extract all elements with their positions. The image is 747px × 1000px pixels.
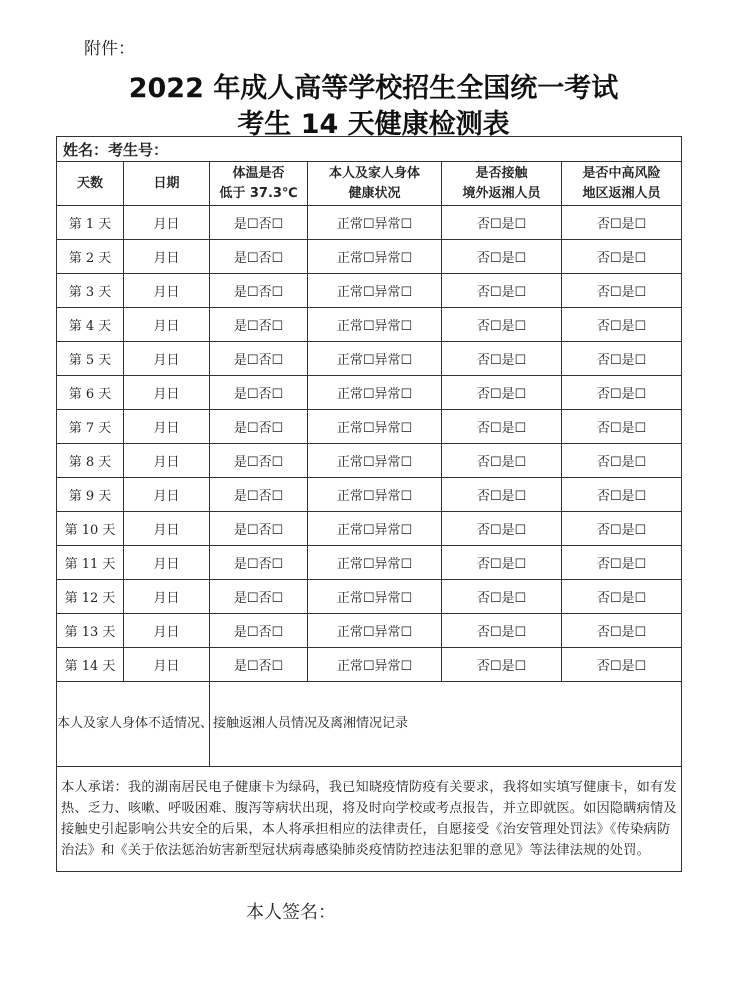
signature-label: 本人签名： — [246, 902, 336, 923]
column-header-risk-line2: 地区返湘人员 — [582, 185, 661, 201]
abroad-contact-check[interactable]: 否☐是☐ — [442, 376, 562, 410]
temperature-check[interactable]: 是☐否☐ — [210, 512, 308, 546]
risk-area-check[interactable]: 否☐是☐ — [562, 648, 682, 682]
risk-area-check[interactable]: 否☐是☐ — [562, 206, 682, 240]
risk-area-check[interactable]: 否☐是☐ — [562, 274, 682, 308]
health-status-check[interactable]: 正常☐异常☐ — [308, 308, 442, 342]
health-status-check[interactable]: 正常☐异常☐ — [308, 376, 442, 410]
remark-label: 本人及家人身体不适情况、接触返湘人员情况及离湘情况记录 — [57, 682, 210, 767]
table-row — [57, 410, 682, 444]
health-status-check[interactable]: 正常☐异常☐ — [308, 614, 442, 648]
temperature-check[interactable]: 是☐否☐ — [210, 376, 308, 410]
abroad-contact-check[interactable]: 否☐是☐ — [442, 478, 562, 512]
temperature-check[interactable]: 是☐否☐ — [210, 580, 308, 614]
date-label[interactable]: 月日 — [124, 308, 210, 342]
date-label[interactable]: 月日 — [124, 648, 210, 682]
remark-row — [57, 682, 682, 767]
table-row — [57, 206, 682, 240]
risk-area-check[interactable]: 否☐是☐ — [562, 308, 682, 342]
date-label[interactable]: 月日 — [124, 342, 210, 376]
abroad-contact-check[interactable]: 否☐是☐ — [442, 648, 562, 682]
document-title: 2022 年成人高等学校招生全国统一考试 — [128, 73, 619, 104]
date-label[interactable]: 月日 — [124, 240, 210, 274]
day-label: 第 11 天 — [57, 546, 124, 580]
health-status-check[interactable]: 正常☐异常☐ — [308, 580, 442, 614]
temperature-check[interactable]: 是☐否☐ — [210, 614, 308, 648]
date-label[interactable]: 月日 — [124, 478, 210, 512]
column-header-health-line1: 本人及家人身体 — [328, 165, 420, 181]
table-body — [57, 137, 682, 872]
column-header-temperature-line1: 体温是否 — [232, 165, 285, 181]
temperature-check[interactable]: 是☐否☐ — [210, 478, 308, 512]
date-label[interactable]: 月日 — [124, 580, 210, 614]
column-header-date: 日期 — [124, 162, 210, 206]
column-header-days: 天数 — [57, 162, 124, 206]
table-row — [57, 648, 682, 682]
temperature-check[interactable]: 是☐否☐ — [210, 444, 308, 478]
day-label: 第 5 天 — [57, 342, 124, 376]
pledge-text: 本人承诺：我的湖南居民电子健康卡为绿码，我已知晓疫情防疫有关要求，我将如实填写健康卡，如有发热、乏力、咳嗽、呼吸困难、腹泻等病状出现，将及时向学校或考点报告，并立即就医。如因隐瞒病情及接触史引起影响公共安全的后果，本人将承担相应的法律责任，自愿接受《治安管理处罚法》《传染病防治法》和《关于依法惩治妨害新型冠状病毒感染肺炎疫情防控违法犯罪的意见》等法律法规的处罚。 — [57, 767, 682, 872]
health-status-check[interactable]: 正常☐异常☐ — [308, 478, 442, 512]
column-header-risk-area — [562, 162, 682, 206]
abroad-contact-check[interactable]: 否☐是☐ — [442, 546, 562, 580]
risk-area-check[interactable]: 否☐是☐ — [562, 512, 682, 546]
day-label: 第 12 天 — [57, 580, 124, 614]
temperature-check[interactable]: 是☐否☐ — [210, 342, 308, 376]
header-row — [57, 162, 682, 206]
temperature-check[interactable]: 是☐否☐ — [210, 546, 308, 580]
abroad-contact-check[interactable]: 否☐是☐ — [442, 240, 562, 274]
health-status-check[interactable]: 正常☐异常☐ — [308, 342, 442, 376]
risk-area-check[interactable]: 否☐是☐ — [562, 546, 682, 580]
abroad-contact-check[interactable]: 否☐是☐ — [442, 410, 562, 444]
risk-area-check[interactable]: 否☐是☐ — [562, 478, 682, 512]
attachment-label: 附件： — [84, 39, 135, 59]
table-row — [57, 376, 682, 410]
name-and-exam-number-field[interactable]: 姓名：考生号： — [57, 137, 682, 162]
health-status-check[interactable]: 正常☐异常☐ — [308, 410, 442, 444]
day-label: 第 3 天 — [57, 274, 124, 308]
day-label: 第 1 天 — [57, 206, 124, 240]
risk-area-check[interactable]: 否☐是☐ — [562, 580, 682, 614]
temperature-check[interactable]: 是☐否☐ — [210, 206, 308, 240]
table-row — [57, 546, 682, 580]
abroad-contact-check[interactable]: 否☐是☐ — [442, 342, 562, 376]
risk-area-check[interactable]: 否☐是☐ — [562, 444, 682, 478]
risk-area-check[interactable]: 否☐是☐ — [562, 342, 682, 376]
day-label: 第 14 天 — [57, 648, 124, 682]
column-header-health — [308, 162, 442, 206]
date-label[interactable]: 月日 — [124, 512, 210, 546]
health-status-check[interactable]: 正常☐异常☐ — [308, 274, 442, 308]
column-header-temperature — [210, 162, 308, 206]
health-monitoring-table — [56, 136, 682, 872]
table-row — [57, 444, 682, 478]
abroad-contact-check[interactable]: 否☐是☐ — [442, 308, 562, 342]
abroad-contact-check[interactable]: 否☐是☐ — [442, 614, 562, 648]
date-label[interactable]: 月日 — [124, 274, 210, 308]
table-row — [57, 308, 682, 342]
document-subtitle: 考生 14 天健康检测表 — [237, 109, 510, 140]
table-row — [57, 580, 682, 614]
health-status-check[interactable]: 正常☐异常☐ — [308, 444, 442, 478]
health-status-check[interactable]: 正常☐异常☐ — [308, 512, 442, 546]
health-status-check[interactable]: 正常☐异常☐ — [308, 546, 442, 580]
temperature-check[interactable]: 是☐否☐ — [210, 274, 308, 308]
risk-area-check[interactable]: 否☐是☐ — [562, 240, 682, 274]
temperature-check[interactable]: 是☐否☐ — [210, 308, 308, 342]
date-label[interactable]: 月日 — [124, 546, 210, 580]
column-header-abroad-contact — [442, 162, 562, 206]
day-label: 第 6 天 — [57, 376, 124, 410]
table-row — [57, 342, 682, 376]
day-label: 第 8 天 — [57, 444, 124, 478]
column-header-temperature-line2: 低于 37.3℃ — [219, 185, 298, 201]
health-status-check[interactable]: 正常☐异常☐ — [308, 648, 442, 682]
abroad-contact-check[interactable]: 否☐是☐ — [442, 444, 562, 478]
pledge-row — [57, 767, 682, 872]
day-label: 第 9 天 — [57, 478, 124, 512]
date-label[interactable]: 月日 — [124, 410, 210, 444]
day-label: 第 10 天 — [57, 512, 124, 546]
temperature-check[interactable]: 是☐否☐ — [210, 410, 308, 444]
column-header-abroad-line2: 境外返湘人员 — [462, 185, 541, 201]
day-label: 第 13 天 — [57, 614, 124, 648]
date-label[interactable]: 月日 — [124, 614, 210, 648]
table-row — [57, 274, 682, 308]
health-status-check[interactable]: 正常☐异常☐ — [308, 240, 442, 274]
day-label: 第 4 天 — [57, 308, 124, 342]
date-label[interactable]: 月日 — [124, 206, 210, 240]
date-label[interactable]: 月日 — [124, 376, 210, 410]
day-label: 第 2 天 — [57, 240, 124, 274]
abroad-contact-check[interactable]: 否☐是☐ — [442, 274, 562, 308]
risk-area-check[interactable]: 否☐是☐ — [562, 410, 682, 444]
name-row — [57, 137, 682, 162]
temperature-check[interactable]: 是☐否☐ — [210, 648, 308, 682]
abroad-contact-check[interactable]: 否☐是☐ — [442, 512, 562, 546]
column-header-risk-line1: 是否中高风险 — [582, 165, 661, 181]
risk-area-check[interactable]: 否☐是☐ — [562, 376, 682, 410]
day-label: 第 7 天 — [57, 410, 124, 444]
abroad-contact-check[interactable]: 否☐是☐ — [442, 206, 562, 240]
temperature-check[interactable]: 是☐否☐ — [210, 240, 308, 274]
risk-area-check[interactable]: 否☐是☐ — [562, 614, 682, 648]
table-row — [57, 478, 682, 512]
table-row — [57, 240, 682, 274]
health-status-check[interactable]: 正常☐异常☐ — [308, 206, 442, 240]
table-row — [57, 614, 682, 648]
date-label[interactable]: 月日 — [124, 444, 210, 478]
table-row — [57, 512, 682, 546]
abroad-contact-check[interactable]: 否☐是☐ — [442, 580, 562, 614]
column-header-abroad-line1: 是否接触 — [475, 165, 528, 181]
column-header-health-line2: 健康状况 — [348, 185, 401, 201]
